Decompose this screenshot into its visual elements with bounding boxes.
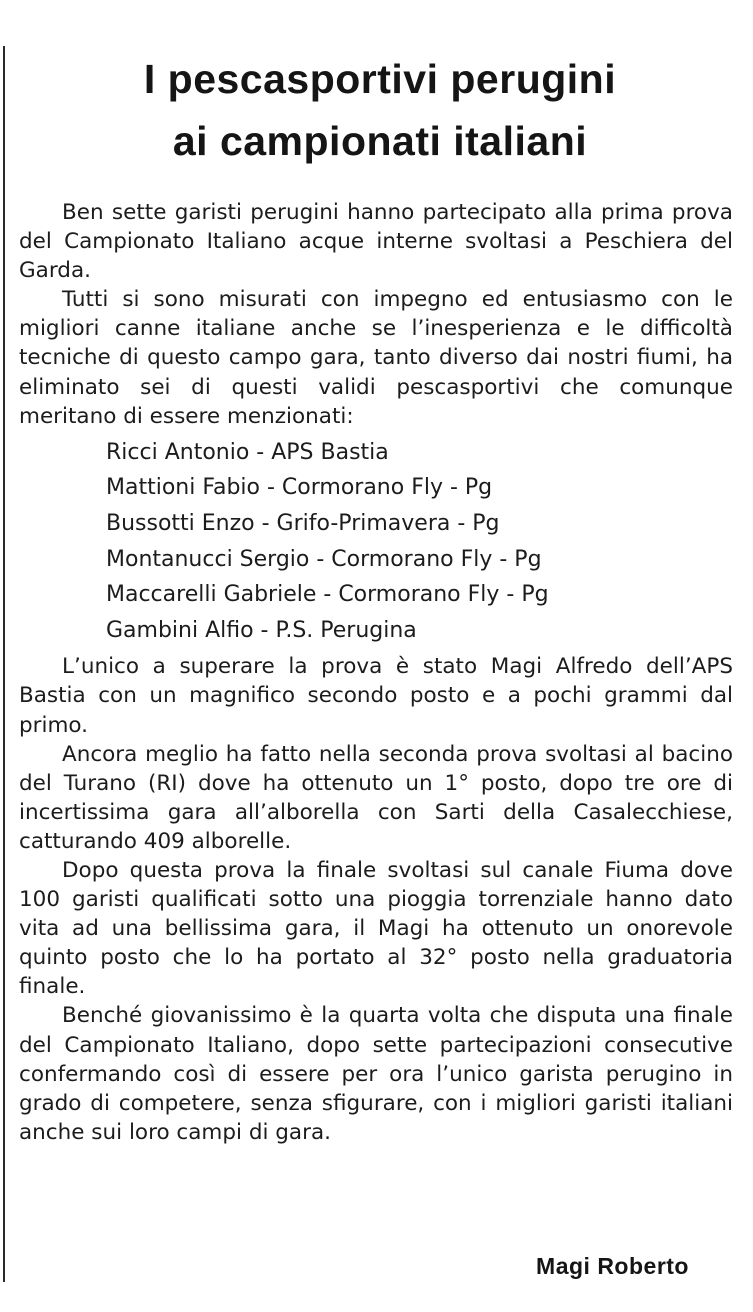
paragraph-final: Dopo questa prova la finale svoltasi sul canale Fiuma dove 100 garisti qualificati sotto una pioggia torrenziale hanno dato vita ad una bellissima gara, il Magi ha ottenuto un onorevole quinto posto che lo ha portato al 32° posto nella graduatoria finale. xyxy=(19,857,733,1000)
participant-item: Bussotti Enzo - Grifo-Primavera - Pg xyxy=(106,510,500,536)
headline-line-2: ai campionati italiani xyxy=(172,118,588,164)
column-rule xyxy=(3,46,5,1282)
author-signature: Magi Roberto xyxy=(536,1253,689,1279)
paragraph-second-round: Ancora meglio ha fatto nella seconda prova svoltasi al bacino del Turano (RI) dove ha ottenuto un 1° posto, dopo tre ore di incertissima gara all’alborella con Sarti della Casalecchiese, catturando 409 alborelle. xyxy=(19,741,733,854)
article-body xyxy=(19,198,733,1147)
paragraph-eliminated: Tutti si sono misurati con impegno ed entusiasmo con le migliori canne italiane anche se l’inesperienza e le difficoltà tecniche di questo campo gara, tanto diverso dai nostri fiumi, ha eliminato sei di questi validi pescasportivi che comunque meritano di essere menzionati: xyxy=(19,287,733,429)
participants-list xyxy=(106,435,733,649)
paragraph-intro: Ben sette garisti perugini hanno partecipato alla prima prova del Campionato Italiano acque interne svoltasi a Peschiera del Garda. xyxy=(19,200,733,284)
participant-item: Montanucci Sergio - Cormorano Fly - Pg xyxy=(106,546,542,572)
paragraph-first-round: L’unico a superare la prova è stato Magi Alfredo dell’APS Bastia con un magnifico secondo posto e a pochi grammi dal primo. xyxy=(19,654,733,738)
participant-item: Ricci Antonio - APS Bastia xyxy=(106,439,389,465)
paragraph-conclusion: Benché giovanissimo è la quarta volta che disputa una finale del Campionato Italiano, dopo sette partecipazioni consecutive confermando così di essere per ora l’unico garista perugino in grado di competere, senza sfigurare, con i migliori garisti italiani anche sui loro campi di gara. xyxy=(19,1003,733,1145)
participant-item: Mattioni Fabio - Cormorano Fly - Pg xyxy=(106,475,493,501)
participant-item: Maccarelli Gabriele - Cormorano Fly - Pg xyxy=(106,582,549,608)
participant-item: Gambini Alfio - P.S. Perugina xyxy=(106,617,417,643)
headline-line-1: I pescasportivi perugini xyxy=(143,56,617,102)
article-headline xyxy=(20,48,740,172)
